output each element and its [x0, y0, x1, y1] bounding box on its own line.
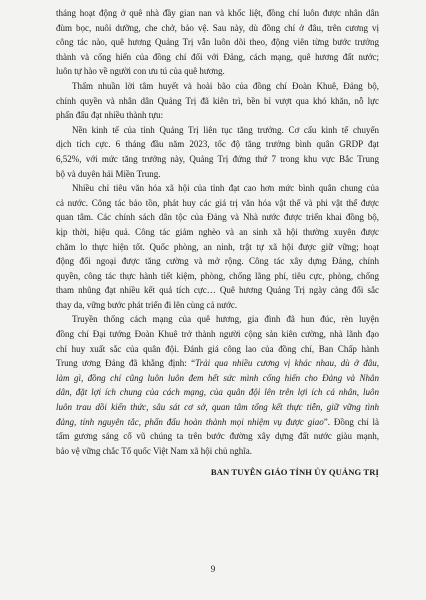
- line-text: phấn đấu đạt nhiều thành tựu:: [56, 110, 164, 121]
- line-text: luôn trau dồi kiến thức, sâu sát cơ sở, quan tâm tổng kết thực tiễn, giữ vững tình: [56, 402, 379, 413]
- line-text: chỉ huy xuất sắc của quân đội. Đánh giá công lao của đồng chí, Ban Chấp hành: [56, 343, 379, 354]
- line-text: công tác nào, quê hương Quảng Trị vẫn luôn dõi theo, động viên từng bước trưởng: [56, 37, 379, 48]
- text-line: [56, 415, 379, 430]
- text-line: [56, 371, 379, 386]
- line-text: Truyền thống cách mạng của quê hương, gia đình đã hun đúc, rèn luyện: [72, 314, 379, 325]
- line-text: chăm lo thực hiện tốt. Quốc phòng, an ninh, trật tự xã hội được giữ vững; hoạt: [56, 241, 379, 252]
- text-line: [56, 50, 379, 65]
- line-text: bảo vệ vững chắc Tổ quốc Việt Nam xã hội chủ nghĩa.: [56, 445, 252, 456]
- body-text: [56, 6, 379, 458]
- line-text: làm gì, đồng chí cũng luôn luôn đem hết sức mình cống hiến cho Đảng và Nhân: [56, 372, 379, 383]
- line-text: động đối ngoại được tăng cường và mở rộng. Công tác xây dựng Đảng, chính: [56, 256, 379, 267]
- text-line: [56, 79, 379, 94]
- line-text: tấm gương sáng cổ vũ chúng ta trên bước đường xây dựng đất nước giàu mạnh,: [56, 431, 379, 442]
- text-line: [56, 35, 379, 50]
- line-text: dân, đặt lợi ích chung của cách mạng, của quân đội lên trên lợi ích cá nhân, luôn: [56, 387, 379, 398]
- line-text: Nhiều chỉ tiêu văn hóa xã hội của tỉnh đạt cao hơn mức bình quân chung của: [72, 183, 379, 194]
- text-line: [56, 108, 379, 123]
- text-line: [56, 283, 379, 298]
- text-line: [56, 240, 379, 255]
- text-line: [56, 21, 379, 36]
- text-line: [56, 137, 379, 152]
- line-text: dịch tích cực. 6 tháng đầu năm 2023, tốc độ tăng trưởng bình quân GRDP đạt: [56, 139, 379, 150]
- line-text: quyền, công tác thực hành tiết kiệm, phòng, chống lãng phí, tiêu cực, phòng, chống: [56, 270, 379, 281]
- text-line: [56, 225, 379, 240]
- text-line: [56, 123, 379, 138]
- text-line: [56, 312, 379, 327]
- line-text: Thấm nhuần lời tâm huyết và hoài bão của đồng chí Đoàn Khuê, Đảng bộ,: [72, 80, 379, 91]
- page-number: 9: [210, 564, 216, 574]
- signature: BAN TUYÊN GIÁO TỈNH ỦY QUẢNG TRỊ: [210, 467, 379, 477]
- line-text: cả nước. Công tác bảo tồn, phát huy các giá trị văn hóa vật thể và phi vật thể được: [56, 197, 379, 208]
- line-text: thay da, vững bước phát triển đi lên cùng cả nước.: [56, 299, 238, 310]
- text-line: [56, 356, 379, 371]
- text-line: [56, 327, 379, 342]
- line-text: 6,52%, với mức tăng trưởng này, Quảng Trị đứng thứ 7 trong khu vực Bắc Trung: [56, 153, 379, 164]
- line-text: đùm bọc, nuôi dưỡng, che chở, bảo vệ. Sau này, dù đồng chí ở đâu, trên cương vị: [56, 22, 379, 33]
- line-text: đảng, tính nguyên tắc, phấn đấu hoàn thành mọi nhiệm vụ được giao: [56, 416, 324, 427]
- text-line: [56, 429, 379, 444]
- line-text: quan tâm. Các chính sách dân tộc của Đảng và Nhà nước được triển khai đồng bộ,: [56, 212, 379, 223]
- text-line: [56, 94, 379, 109]
- text-line: [56, 444, 379, 459]
- line-text: thành và cống hiến của đồng chí đối với Đảng, cách mạng, quê hương đất nước;: [56, 51, 379, 62]
- line-text: Trung ương Đảng đã khẳng định: “: [56, 358, 196, 369]
- text-line: [56, 181, 379, 196]
- line-text: Nền kinh tế của tỉnh Quảng Trị liên tục tăng trưởng. Cơ cấu kinh tế chuyển: [72, 124, 379, 135]
- text-line: [56, 64, 379, 79]
- text-line: [56, 152, 379, 167]
- text-line: [56, 196, 379, 211]
- text-line: [56, 298, 379, 313]
- line-text: bộ và duyên hải Miền Trung.: [56, 168, 161, 179]
- line-quote: Trải qua nhiều cương vị khác nhau, dù ở đâu,: [195, 358, 379, 369]
- text-line: [56, 269, 379, 284]
- text-line: [56, 385, 379, 400]
- line-text: đồng chí Đại tướng Đoàn Khuê trở thành người cộng sản kiên cường, nhà lãnh đạo: [56, 329, 379, 340]
- line-text: luôn tự hào về người con ưu tú của quê hương.: [56, 66, 225, 77]
- text-line: [56, 6, 379, 21]
- line-tail: ”. Đồng chí là: [323, 416, 380, 427]
- line-text: tham nhũng đạt nhiều kết quả tích cực… Quê hương Quảng Trị ngày càng đổi sắc: [56, 285, 379, 296]
- text-line: [56, 342, 379, 357]
- text-line: [56, 254, 379, 269]
- text-line: [56, 167, 379, 182]
- line-text: chính quyền và nhân dân Quảng Trị đã kiên trì, bền bỉ vượt qua khó khăn, nỗ lực: [56, 95, 379, 106]
- line-text: tháng hoạt động ở quê nhà đầy gian nan và khốc liệt, đồng chí luôn được nhân dân: [56, 8, 379, 18]
- line-text: kịp thời, hiệu quả. Công tác giảm nghèo và an sinh xã hội thường xuyên được: [56, 226, 379, 237]
- text-line: [56, 400, 379, 415]
- text-line: [56, 210, 379, 225]
